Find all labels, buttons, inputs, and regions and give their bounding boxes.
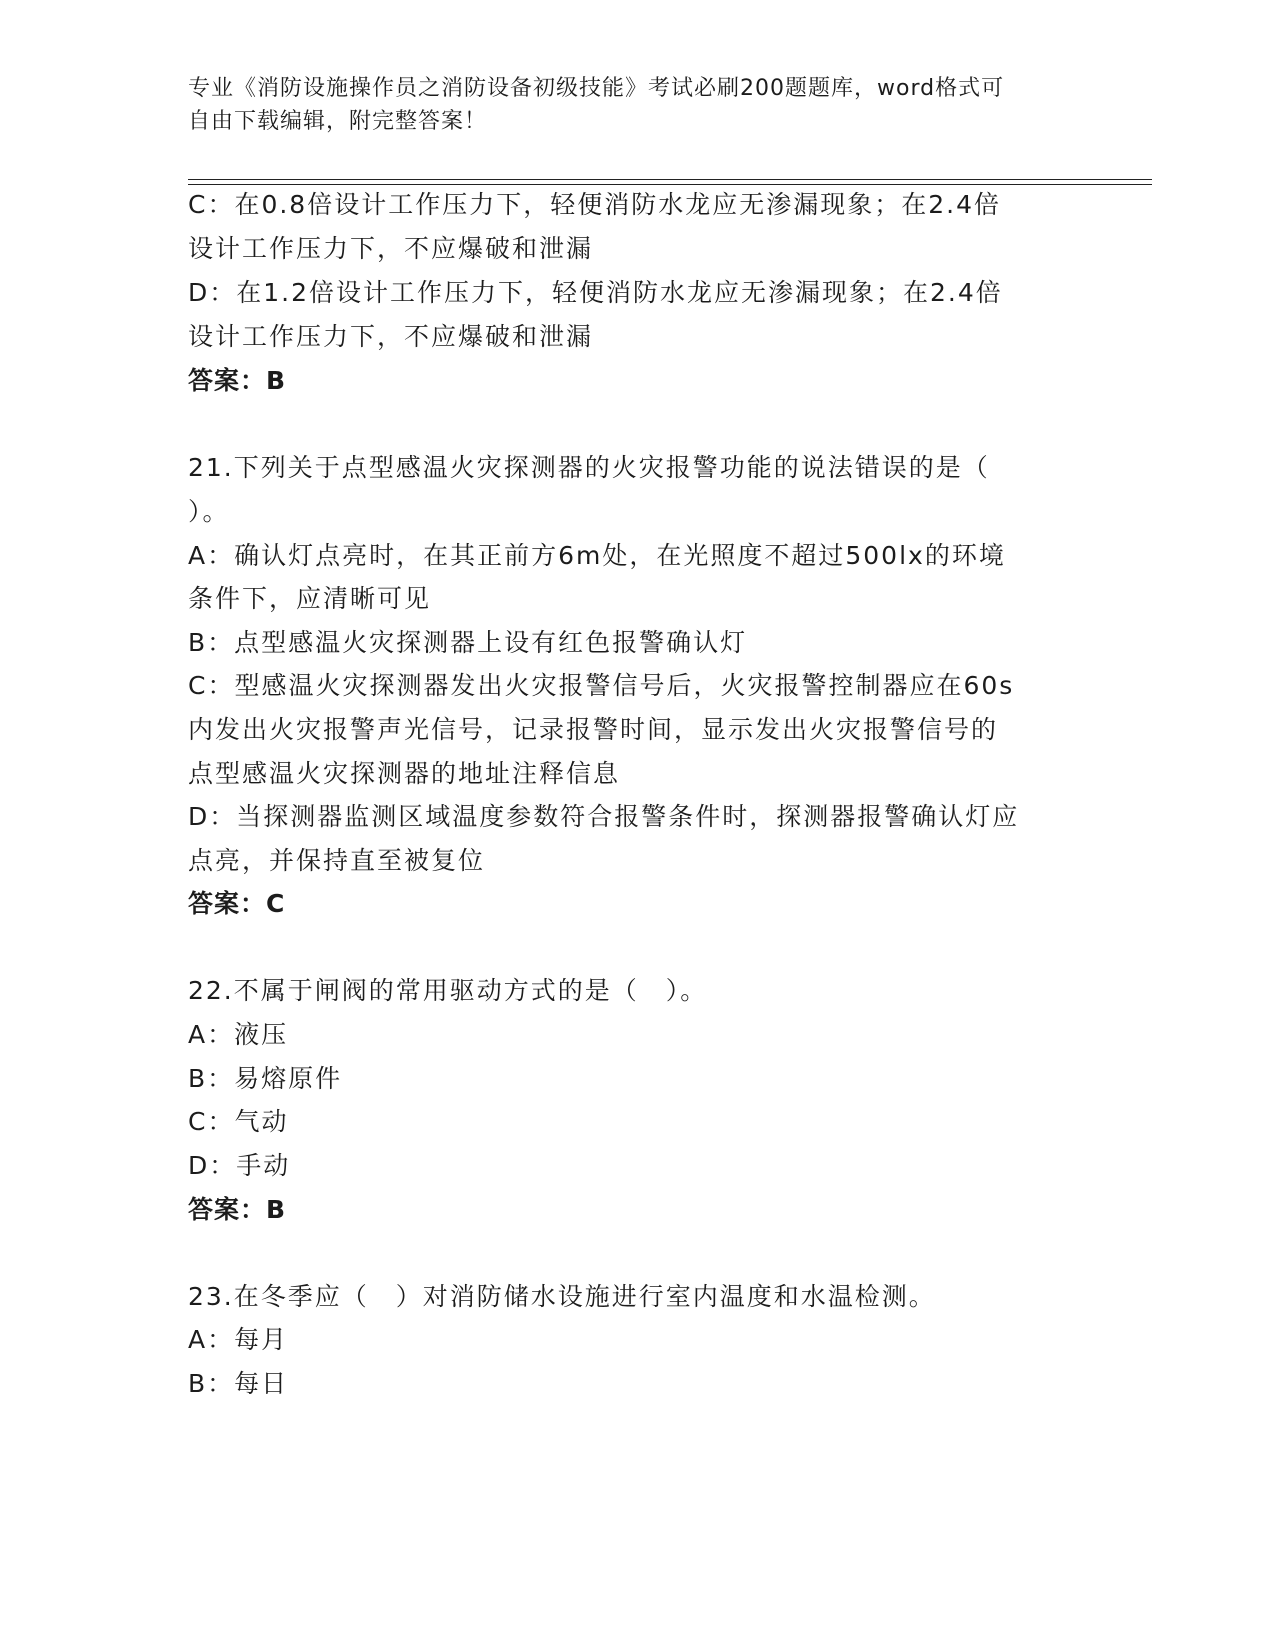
q23-stem: 23.在冬季应（ ）对消防储水设施进行室内温度和水温检测。 [188, 1282, 936, 1311]
header-divider-bottom [188, 184, 1152, 185]
q21-option-c-line-2: 内发出火灾报警声光信号，记录报警时间，显示发出火灾报警信号的 [188, 715, 999, 744]
q22-answer: 答案：B [188, 1195, 287, 1224]
header-divider-top [188, 179, 1152, 180]
q21-option-c-line-1: C：型感温火灾探测器发出火灾报警信号后，火灾报警控制器应在60s [188, 671, 1015, 700]
q21-stem-line-1: 21.下列关于点型感温火灾探测器的火灾报警功能的说法错误的是（ [188, 453, 990, 482]
q21-option-a-line-2: 条件下，应清晰可见 [188, 584, 432, 613]
q22-option-a: A：液压 [188, 1020, 289, 1049]
q23-option-a: A：每月 [188, 1325, 289, 1354]
q21-option-d-line-2: 点亮，并保持直至被复位 [188, 846, 486, 875]
q21-option-d-line-1: D：当探测器监测区域温度参数符合报警条件时，探测器报警确认灯应 [188, 802, 1020, 831]
q21-stem-line-2: ）。 [188, 497, 230, 526]
q21-option-c-line-3: 点型感温火灾探测器的地址注释信息 [188, 759, 621, 788]
document-header [188, 72, 1088, 138]
prev-option-c-line-2: 设计工作压力下，不应爆破和泄漏 [188, 234, 594, 263]
q21-option-a-line-1: A：确认灯点亮时，在其正前方6m处，在光照度不超过500lx的环境 [188, 541, 1006, 570]
header-line-2: 自由下载编辑，附完整答案！ [188, 109, 488, 134]
q22-option-d: D：手动 [188, 1151, 291, 1180]
header-line-1: 专业《消防设施操作员之消防设备初级技能》考试必刷200题题库，word格式可 [188, 76, 1005, 101]
q22-option-c: C：气动 [188, 1107, 289, 1136]
prev-option-d-line-1: D：在1.2倍设计工作压力下，轻便消防水龙应无渗漏现象；在2.4倍 [188, 278, 1003, 307]
prev-answer: 答案：B [188, 366, 287, 395]
prev-option-c-line-1: C：在0.8倍设计工作压力下，轻便消防水龙应无渗漏现象；在2.4倍 [188, 190, 1001, 219]
prev-option-d-line-2: 设计工作压力下，不应爆破和泄漏 [188, 322, 594, 351]
q22-stem: 22.不属于闸阀的常用驱动方式的是（ ）。 [188, 976, 708, 1005]
q22-option-b: B：易熔原件 [188, 1064, 343, 1093]
q21-answer: 答案：C [188, 889, 286, 918]
q23-option-b: B：每日 [188, 1369, 289, 1398]
q21-option-b: B：点型感温火灾探测器上设有红色报警确认灯 [188, 628, 748, 657]
